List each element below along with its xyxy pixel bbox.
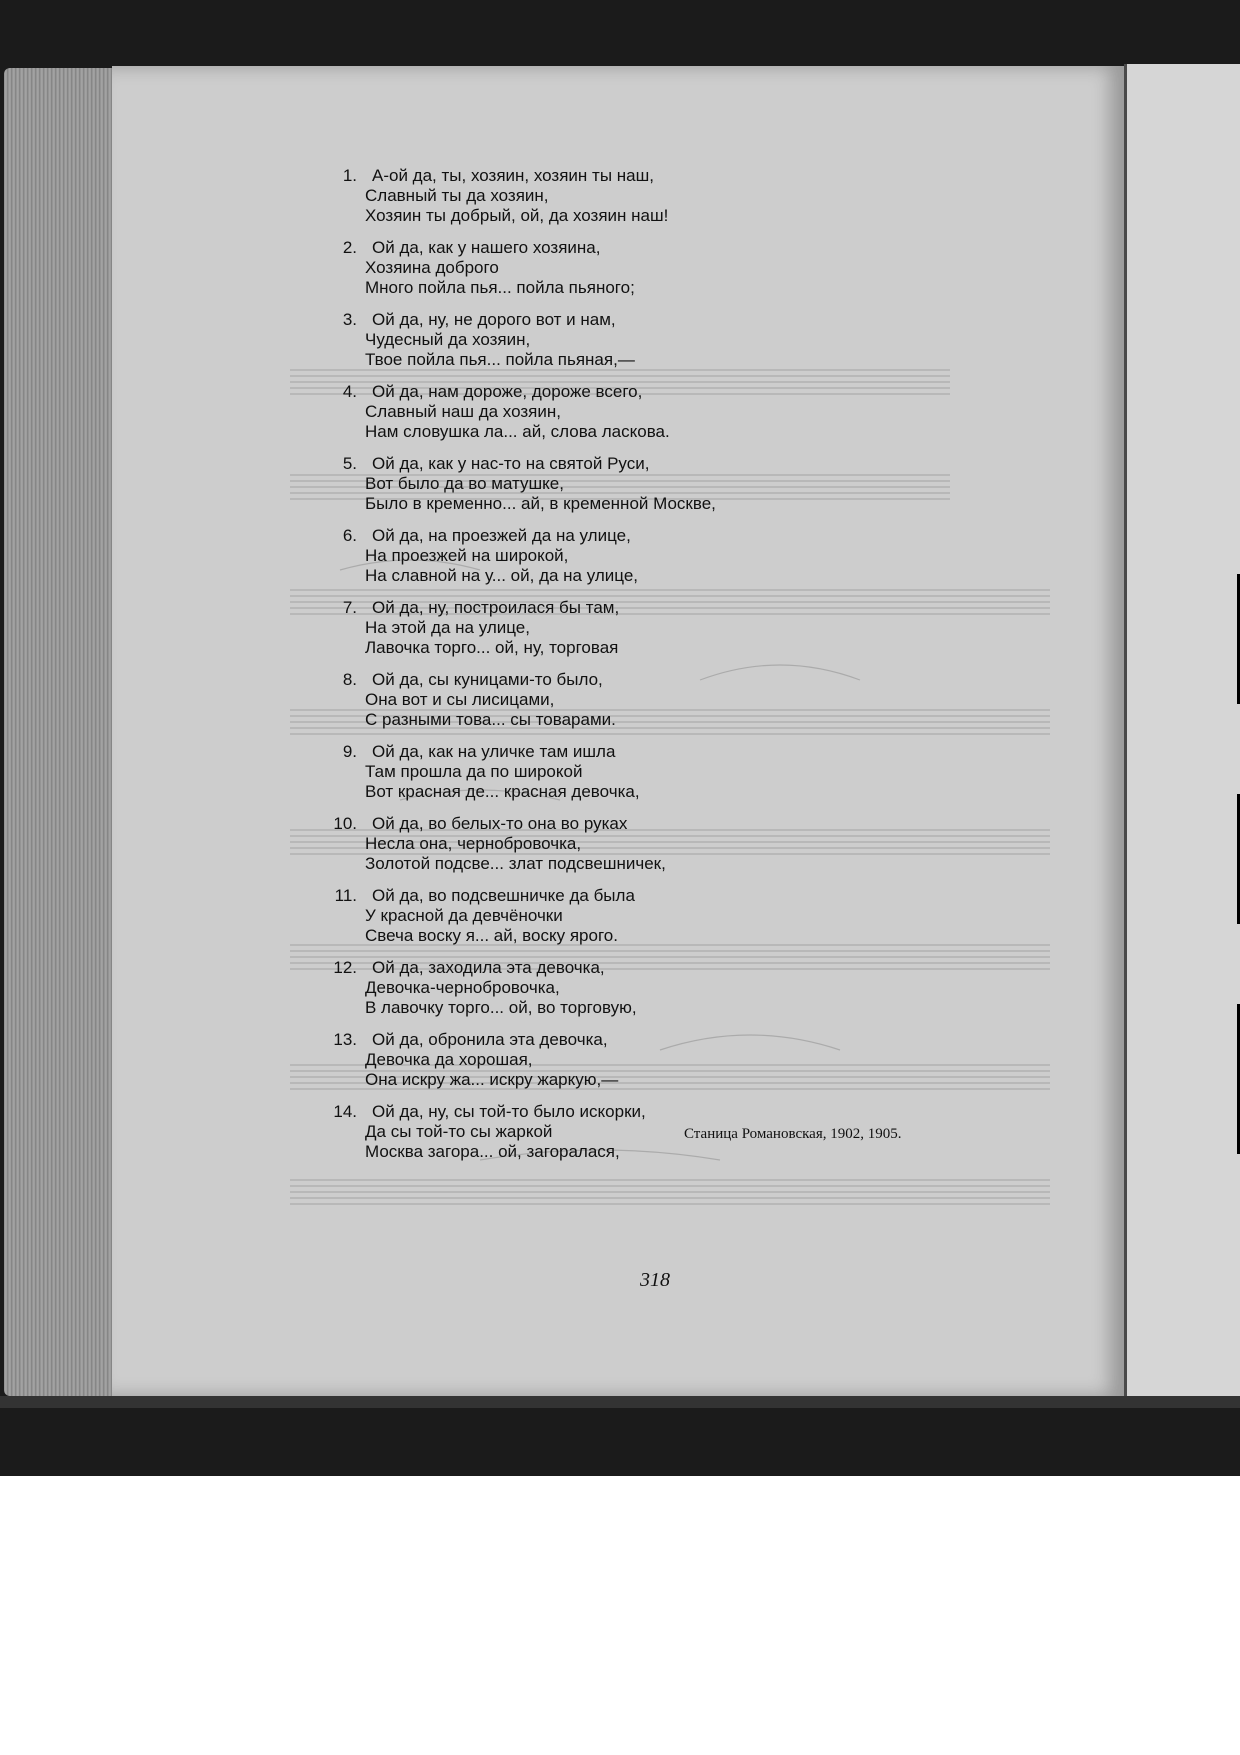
verse-line: На проезжей на широкой,	[365, 546, 569, 565]
verse-number: 12.	[333, 958, 357, 977]
verse	[342, 382, 716, 442]
book-bottom-edge	[0, 1396, 1240, 1408]
book-page-edges	[4, 68, 114, 1396]
verse-number: 2.	[342, 238, 357, 257]
verse-number: 8.	[342, 670, 357, 689]
verse-line: Славный ты да хозяин,	[365, 186, 549, 205]
verse-line: Она искру жа... искру жаркую,—	[365, 1070, 619, 1089]
verse	[342, 310, 716, 370]
verse-line: А-ой да, ты, хозяин, хозяин ты наш,	[372, 166, 654, 185]
verse-line: Там прошла да по широкой	[365, 762, 583, 781]
verse-line: Ой да, как на уличке там ишла	[372, 742, 616, 761]
verse-line: Ой да, ну, не дорого вот и нам,	[372, 310, 616, 329]
source-note: Станица Романовская, 1902, 1905.	[684, 1126, 902, 1142]
verse-line: Хозяин ты добрый, ой, да хозяин наш!	[365, 206, 669, 225]
verse-line: Твое пойла пья... пойла пьяная,—	[365, 350, 635, 369]
verse-line: Золотой подсве... злат подсвешничек,	[365, 854, 666, 873]
verse-number: 7.	[342, 598, 357, 617]
verse	[342, 526, 716, 586]
verse-number: 3.	[342, 310, 357, 329]
facing-page	[1124, 64, 1240, 1400]
verse	[333, 1030, 716, 1090]
verse-line: Ой да, во подсвешничке да была	[372, 886, 635, 905]
verse-line: Девочка-чернобровочка,	[365, 978, 560, 997]
verse-line: Вот было да во матушке,	[365, 474, 564, 493]
verse-line: Ой да, на проезжей да на улице,	[372, 526, 631, 545]
verse-number: 4.	[342, 382, 357, 401]
verse-number: 14.	[333, 1102, 357, 1121]
verse	[333, 814, 716, 874]
verse	[342, 598, 716, 658]
verse-line: Несла она, чернобровочка,	[365, 834, 582, 853]
verse-line: Хозяина доброго	[365, 258, 499, 277]
verse	[333, 958, 716, 1018]
verse-number: 13.	[333, 1030, 357, 1049]
verse-line: На этой да на улице,	[365, 618, 530, 637]
page-number: 318	[640, 1269, 670, 1291]
verse-line: Ой да, как у нас-то на святой Руси,	[372, 454, 650, 473]
verse-line: Славный наш да хозяин,	[365, 402, 561, 421]
verse-line: У красной да девчёночки	[365, 906, 563, 925]
verse-line: Ой да, нам дороже, дороже всего,	[372, 382, 643, 401]
verse-line: На славной на у... ой, да на улице,	[365, 566, 639, 585]
verse-line: Чудесный да хозяин,	[365, 330, 531, 349]
verse	[342, 670, 716, 730]
verse	[342, 238, 716, 298]
verse-line: Ой да, сы куницами-то было,	[372, 670, 603, 689]
verse-line: Много пойла пья... пойла пьяного;	[365, 278, 635, 297]
verse-line: Ой да, как у нашего хозяина,	[372, 238, 601, 257]
verse-number: 9.	[342, 742, 357, 761]
verse-number: 10.	[333, 814, 357, 833]
verse	[342, 454, 716, 514]
verse-line: В лавочку торго... ой, во торговую,	[365, 998, 637, 1017]
verse-line: Было в кременно... ай, в кременной Москве,	[365, 494, 716, 513]
verse-number: 1.	[342, 166, 357, 185]
song-text	[333, 166, 716, 1174]
verse	[333, 1102, 716, 1162]
verse-line: Вот красная де... красная девочка,	[365, 782, 640, 801]
verse-line: Да сы той-то сы жаркой	[365, 1122, 553, 1141]
verse-line: С разными това... сы товарами.	[365, 710, 616, 729]
verse-line: Свеча воску я... ай, воску ярого.	[365, 926, 618, 945]
verse	[342, 742, 716, 802]
verse-line: Ой да, заходила эта девочка,	[372, 958, 605, 977]
verse-line: Девочка да хорошая,	[365, 1050, 533, 1069]
verse-line: Нам словушка ла... ай, слова ласкова.	[365, 422, 670, 441]
verse	[334, 886, 716, 946]
verse-number: 5.	[342, 454, 357, 473]
verse-line: Москва загора... ой, загоралася,	[365, 1142, 620, 1161]
verse-line: Ой да, ну, сы той-то было искорки,	[372, 1102, 646, 1121]
verse-line: Ой да, во белых-то она во руках	[372, 814, 628, 833]
verse-number: 6.	[342, 526, 357, 545]
verse-number: 11.	[334, 886, 357, 905]
verse-line: Ой да, ну, построилася бы там,	[372, 598, 620, 617]
verse-line: Лавочка торго... ой, ну, торговая	[365, 638, 619, 657]
verse-line: Она вот и сы лисицами,	[365, 690, 555, 709]
verse-line: Ой да, обронила эта девочка,	[372, 1030, 608, 1049]
verse	[342, 166, 716, 226]
